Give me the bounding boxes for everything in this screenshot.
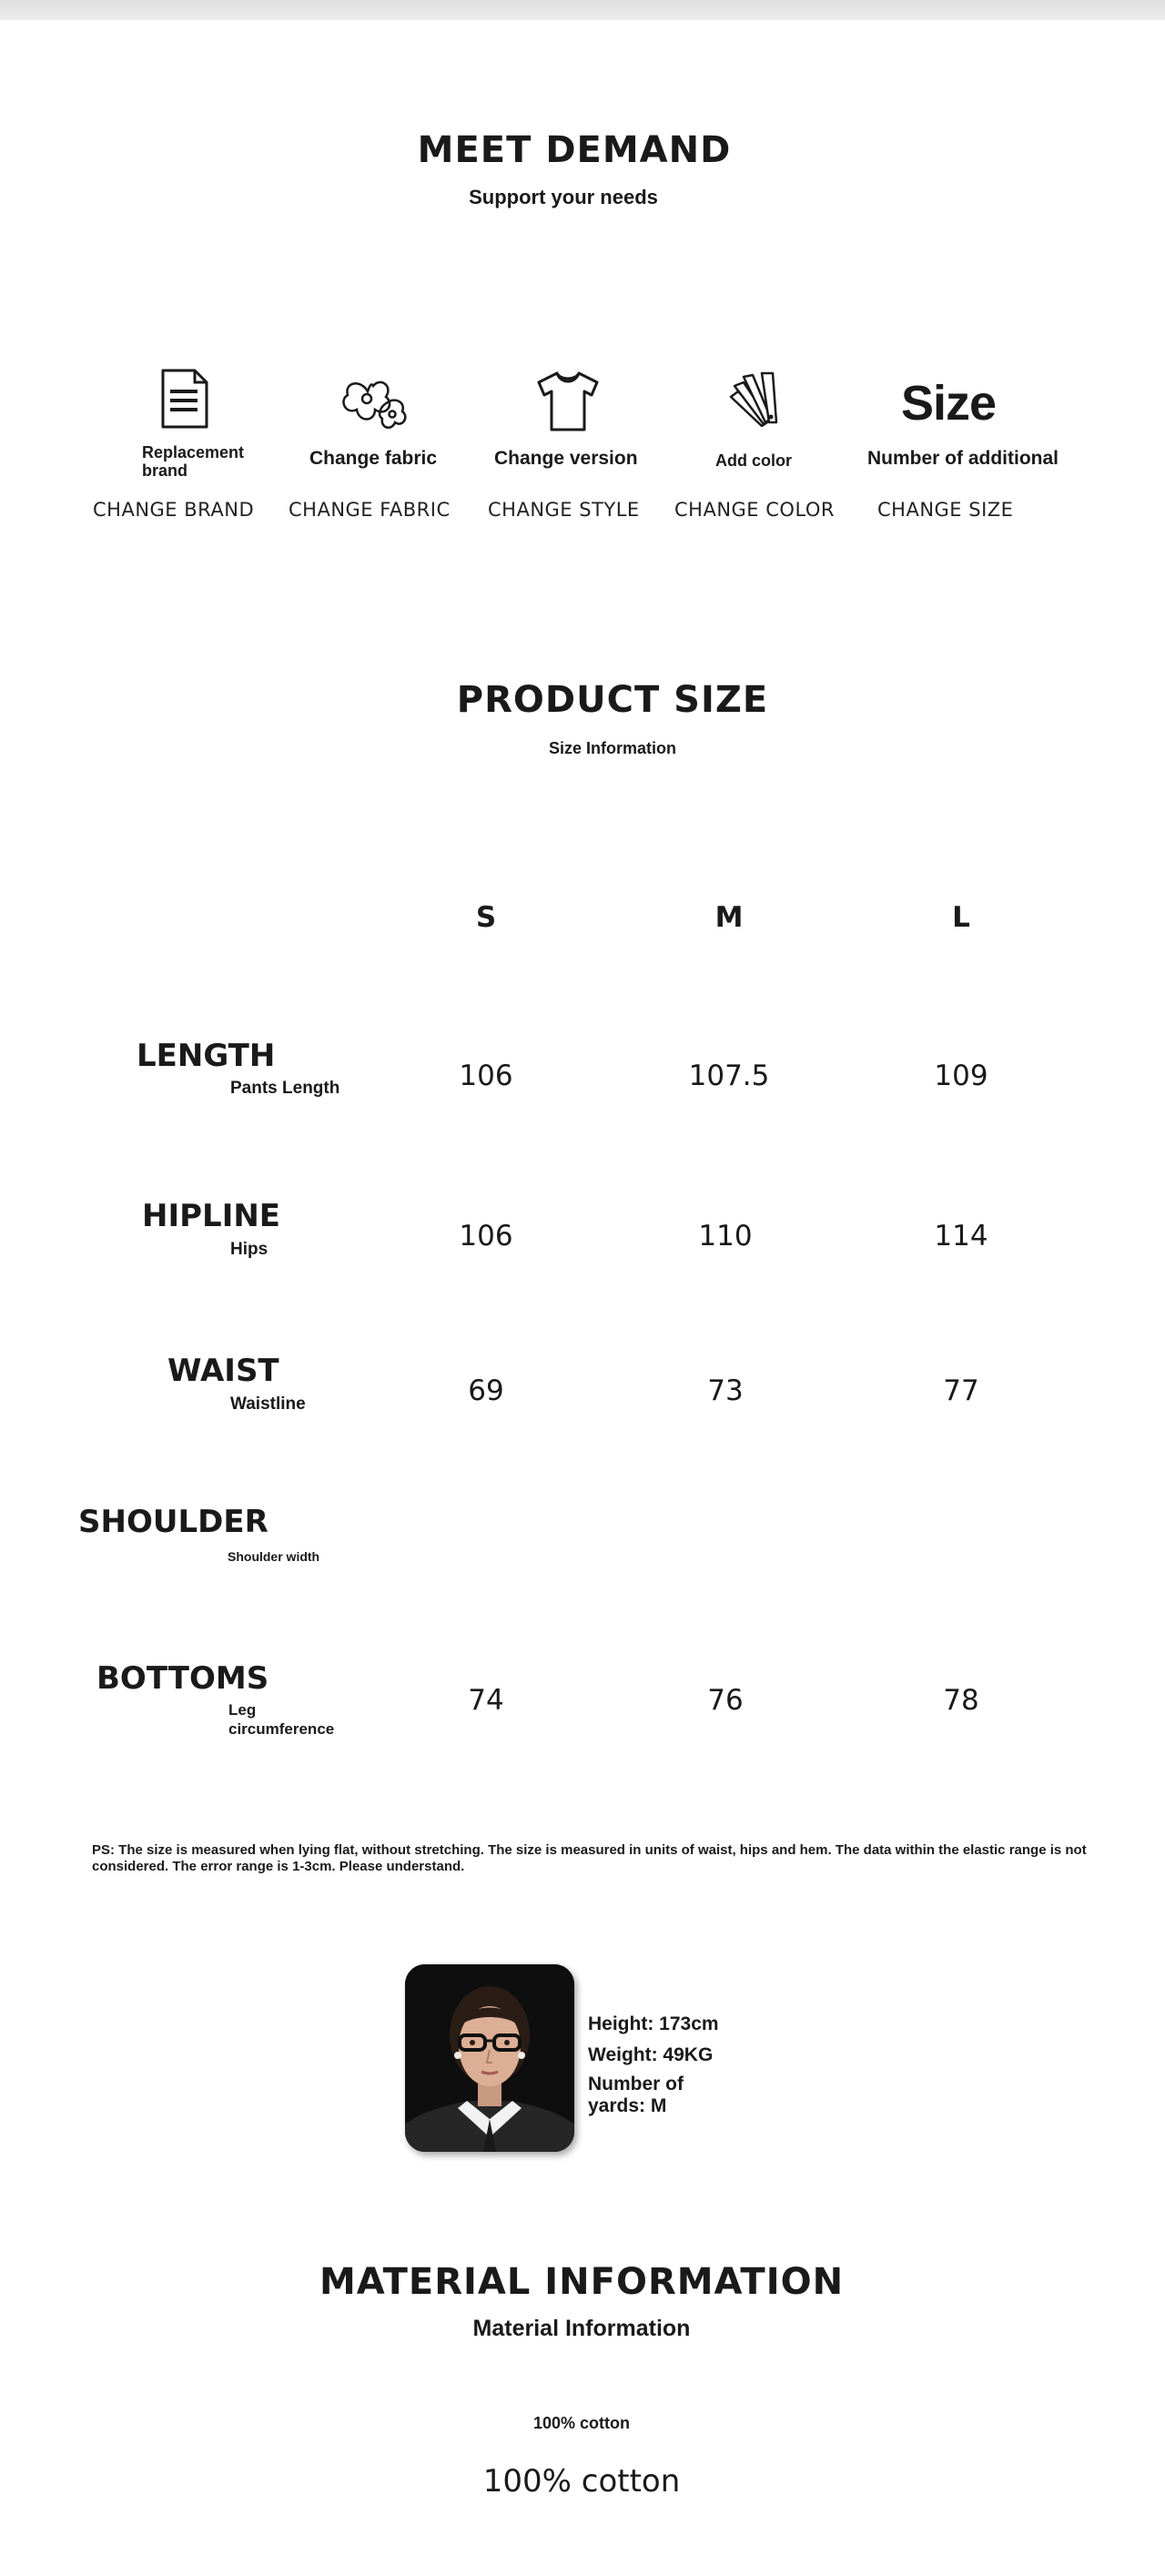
- size-row-label: BOTTOMS: [96, 1660, 269, 1697]
- section-title-material: MATERIAL INFORMATION: [319, 2261, 845, 2303]
- size-cell: 114: [934, 1220, 988, 1253]
- service-code-color: CHANGE COLOR: [674, 499, 836, 521]
- service-label-fabric: Change fabric: [309, 448, 438, 469]
- size-text-icon: Size: [901, 376, 997, 431]
- size-row-sublabel: Leg circumference: [228, 1701, 335, 1738]
- model-yards: Number of yards: M: [588, 2074, 684, 2116]
- size-cell: 76: [707, 1684, 744, 1717]
- section-title-meet-demand: MEET DEMAND: [417, 129, 732, 171]
- service-code-size: CHANGE SIZE: [877, 499, 1014, 521]
- service-code-brand: CHANGE BRAND: [93, 499, 255, 521]
- size-cell: 107.5: [688, 1060, 770, 1092]
- tshirt-icon: [535, 370, 601, 433]
- size-column-l: L: [952, 901, 970, 934]
- section-title-product-size: PRODUCT SIZE: [456, 679, 769, 721]
- size-cell: 77: [943, 1374, 979, 1407]
- service-label-version: Change version: [494, 448, 638, 469]
- size-cell: 110: [698, 1220, 753, 1253]
- size-row-label: HIPLINE: [142, 1198, 281, 1234]
- size-cell: 109: [934, 1060, 988, 1092]
- size-row-label: WAIST: [167, 1353, 279, 1389]
- section-subtitle-meet-demand: Support your needs: [469, 186, 658, 208]
- size-row-label: SHOULDER: [78, 1504, 268, 1540]
- size-cell: 74: [468, 1684, 504, 1717]
- service-code-style: CHANGE STYLE: [488, 499, 640, 521]
- section-subtitle-product-size: Size Information: [548, 739, 676, 757]
- section-subtitle-material: Material Information: [472, 2316, 691, 2341]
- color-swatch-icon: [725, 370, 785, 430]
- size-cell: 106: [459, 1220, 513, 1253]
- size-row-sublabel: Waistline: [230, 1394, 306, 1414]
- size-cell: 106: [459, 1060, 513, 1092]
- size-measurement-note: PS: The size is measured when lying flat, without stretching. The size is measured in units of waist, hips and hem. The data within the elastic range is not considered. The error range is 1-3cm. Please understand.: [92, 1842, 1087, 1874]
- top-strip: [0, 0, 1165, 20]
- size-column-s: S: [475, 901, 497, 934]
- size-column-m: M: [714, 901, 744, 934]
- model-weight: Weight: 49KG: [588, 2044, 714, 2065]
- size-row-sublabel: Pants Length: [230, 1079, 340, 1098]
- service-code-fabric: CHANGE FABRIC: [289, 499, 451, 521]
- size-cell: 69: [468, 1374, 504, 1407]
- size-row-sublabel: Shoulder width: [228, 1549, 320, 1564]
- size-cell: 73: [707, 1374, 744, 1407]
- document-icon: [160, 368, 209, 430]
- model-height: Height: 173cm: [588, 2013, 719, 2034]
- size-row-label: LENGTH: [137, 1038, 276, 1074]
- service-label-color: Add color: [715, 451, 792, 470]
- service-label-size: Number of additional: [867, 448, 1059, 469]
- size-row-sublabel: Hips: [230, 1240, 268, 1259]
- flower-icon: [340, 373, 410, 433]
- material-composition-small: 100% cotton: [532, 2414, 631, 2432]
- service-label-brand: Replacement brand: [142, 443, 245, 480]
- material-composition-large: 100% cotton: [482, 2463, 681, 2500]
- model-photo: [405, 1964, 574, 2152]
- size-cell: 78: [943, 1684, 979, 1717]
